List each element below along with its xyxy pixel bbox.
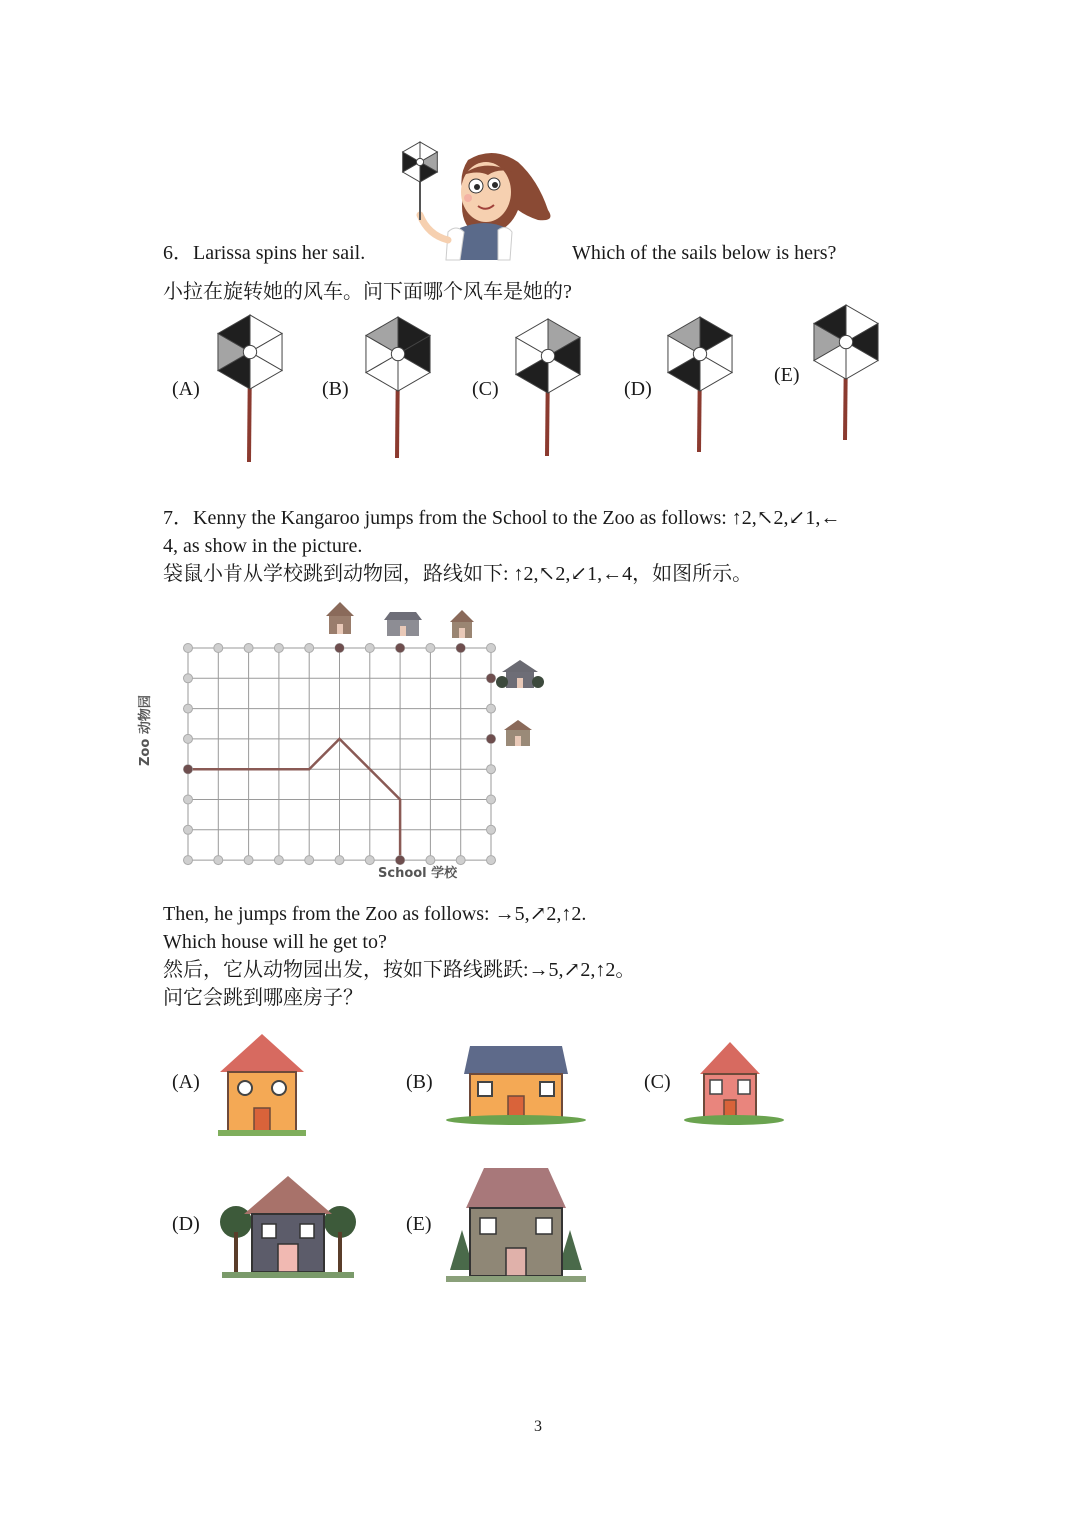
q6-text-left: Larissa spins her sail. bbox=[193, 242, 366, 264]
grid-dot bbox=[184, 704, 193, 713]
grid-dot bbox=[244, 644, 253, 653]
house-option-c[interactable] bbox=[684, 1040, 784, 1126]
school-label: School 学校 bbox=[378, 866, 458, 881]
q7-line2: 4, as show in the picture. bbox=[163, 535, 363, 557]
grid-dot bbox=[244, 856, 253, 865]
q7-line1: Kenny the Kangaroo jumps from the School to the Zoo as follows: ↑2,↖2,↙1,← bbox=[193, 507, 841, 529]
q7-then-line2: Which house will he get to? bbox=[163, 931, 387, 953]
right-house-1 bbox=[496, 660, 544, 688]
grid-dot bbox=[487, 704, 496, 713]
pinwheel-hexagon bbox=[516, 319, 580, 393]
pinwheel-hexagon bbox=[366, 317, 430, 391]
grid-dot bbox=[305, 644, 314, 653]
house-option-a-label[interactable]: (A) bbox=[172, 1071, 200, 1093]
sail-option-pinwheel[interactable] bbox=[503, 316, 593, 466]
grid-dot bbox=[365, 644, 374, 653]
grid-dot bbox=[487, 825, 496, 834]
route-grid-map bbox=[138, 596, 560, 886]
q7-then-chinese1: 然后，它从动物园出发，按如下路线跳跃:→5,↗2,↑2。 bbox=[163, 959, 636, 981]
grid-dot bbox=[184, 856, 193, 865]
page-number: 3 bbox=[534, 1418, 542, 1435]
location-dot bbox=[396, 644, 405, 653]
q6-chinese-question: 小拉在旋转她的风车。问下面哪个风车是她的? bbox=[163, 281, 572, 303]
sail-option-label[interactable]: (A) bbox=[172, 378, 200, 400]
grid-dot bbox=[274, 644, 283, 653]
house-option-b-label[interactable]: (B) bbox=[406, 1071, 433, 1093]
girl-with-pinwheel-illustration bbox=[398, 140, 558, 260]
grid-dot bbox=[214, 644, 223, 653]
q6-text-right: Which of the sails below is hers? bbox=[572, 242, 837, 264]
reference-pinwheel bbox=[403, 142, 438, 182]
pinwheel-center bbox=[391, 347, 404, 360]
grid-dot bbox=[456, 856, 465, 865]
location-dot bbox=[184, 765, 193, 774]
zoo-label: Zoo 动物园 bbox=[138, 695, 153, 766]
pinwheel-hexagon bbox=[668, 317, 732, 391]
pinwheel-center bbox=[839, 335, 852, 348]
pinwheel-hexagon bbox=[218, 315, 282, 389]
q7-then-line1: Then, he jumps from the Zoo as follows: →5,↗2,↑2. bbox=[163, 903, 587, 925]
grid-dot bbox=[487, 644, 496, 653]
pinwheel-center bbox=[541, 349, 554, 362]
sail-option-label[interactable]: (E) bbox=[774, 364, 800, 386]
location-dot bbox=[396, 856, 405, 865]
q7-then-chinese2: 问它会跳到哪座房子？ bbox=[163, 987, 363, 1009]
pinwheel-center bbox=[243, 345, 256, 358]
right-house-2 bbox=[504, 720, 532, 746]
grid-dot bbox=[184, 825, 193, 834]
sail-option-pinwheel[interactable] bbox=[801, 302, 891, 450]
house-option-b[interactable] bbox=[446, 1040, 586, 1126]
grid-dot bbox=[487, 856, 496, 865]
top-house-2 bbox=[384, 612, 422, 636]
grid-lines bbox=[188, 648, 491, 860]
location-dot bbox=[335, 644, 344, 653]
grid-dot bbox=[184, 795, 193, 804]
grid-dot bbox=[487, 765, 496, 774]
grid-dot bbox=[184, 644, 193, 653]
location-dot bbox=[487, 734, 496, 743]
sail-option-label[interactable]: (C) bbox=[472, 378, 499, 400]
grid-dot bbox=[426, 644, 435, 653]
top-house-3 bbox=[450, 610, 474, 638]
grid-dot bbox=[184, 734, 193, 743]
pinwheel-center bbox=[693, 347, 706, 360]
grid-dot bbox=[214, 856, 223, 865]
sail-option-label[interactable]: (D) bbox=[624, 378, 652, 400]
house-option-d-label[interactable]: (D) bbox=[172, 1213, 200, 1235]
house-option-c-label[interactable]: (C) bbox=[644, 1071, 671, 1093]
location-dot bbox=[487, 674, 496, 683]
location-dot bbox=[456, 644, 465, 653]
grid-dot bbox=[365, 856, 374, 865]
house-option-a[interactable] bbox=[212, 1030, 312, 1140]
sail-option-label[interactable]: (B) bbox=[322, 378, 349, 400]
sail-option-pinwheel[interactable] bbox=[353, 314, 443, 468]
top-house-1 bbox=[326, 602, 354, 634]
grid-dot bbox=[184, 674, 193, 683]
grid-dot bbox=[487, 795, 496, 804]
house-option-d[interactable] bbox=[218, 1172, 358, 1282]
house-option-e[interactable] bbox=[446, 1160, 586, 1286]
grid-dot bbox=[274, 856, 283, 865]
q7-chinese-question: 袋鼠小肯从学校跳到动物园，路线如下: ↑2,↖2,↙1,←4，如图所示。 bbox=[163, 563, 753, 585]
pinwheel-center bbox=[416, 158, 423, 165]
house-option-e-label[interactable]: (E) bbox=[406, 1213, 432, 1235]
sail-option-pinwheel[interactable] bbox=[655, 314, 745, 462]
grid-dot bbox=[426, 856, 435, 865]
grid-dot bbox=[305, 856, 314, 865]
sail-option-pinwheel[interactable] bbox=[205, 312, 295, 472]
q6-number: 6． bbox=[163, 242, 193, 264]
pinwheel-hexagon bbox=[814, 305, 878, 379]
q7-number: 7． bbox=[163, 507, 193, 529]
grid-dot bbox=[335, 856, 344, 865]
